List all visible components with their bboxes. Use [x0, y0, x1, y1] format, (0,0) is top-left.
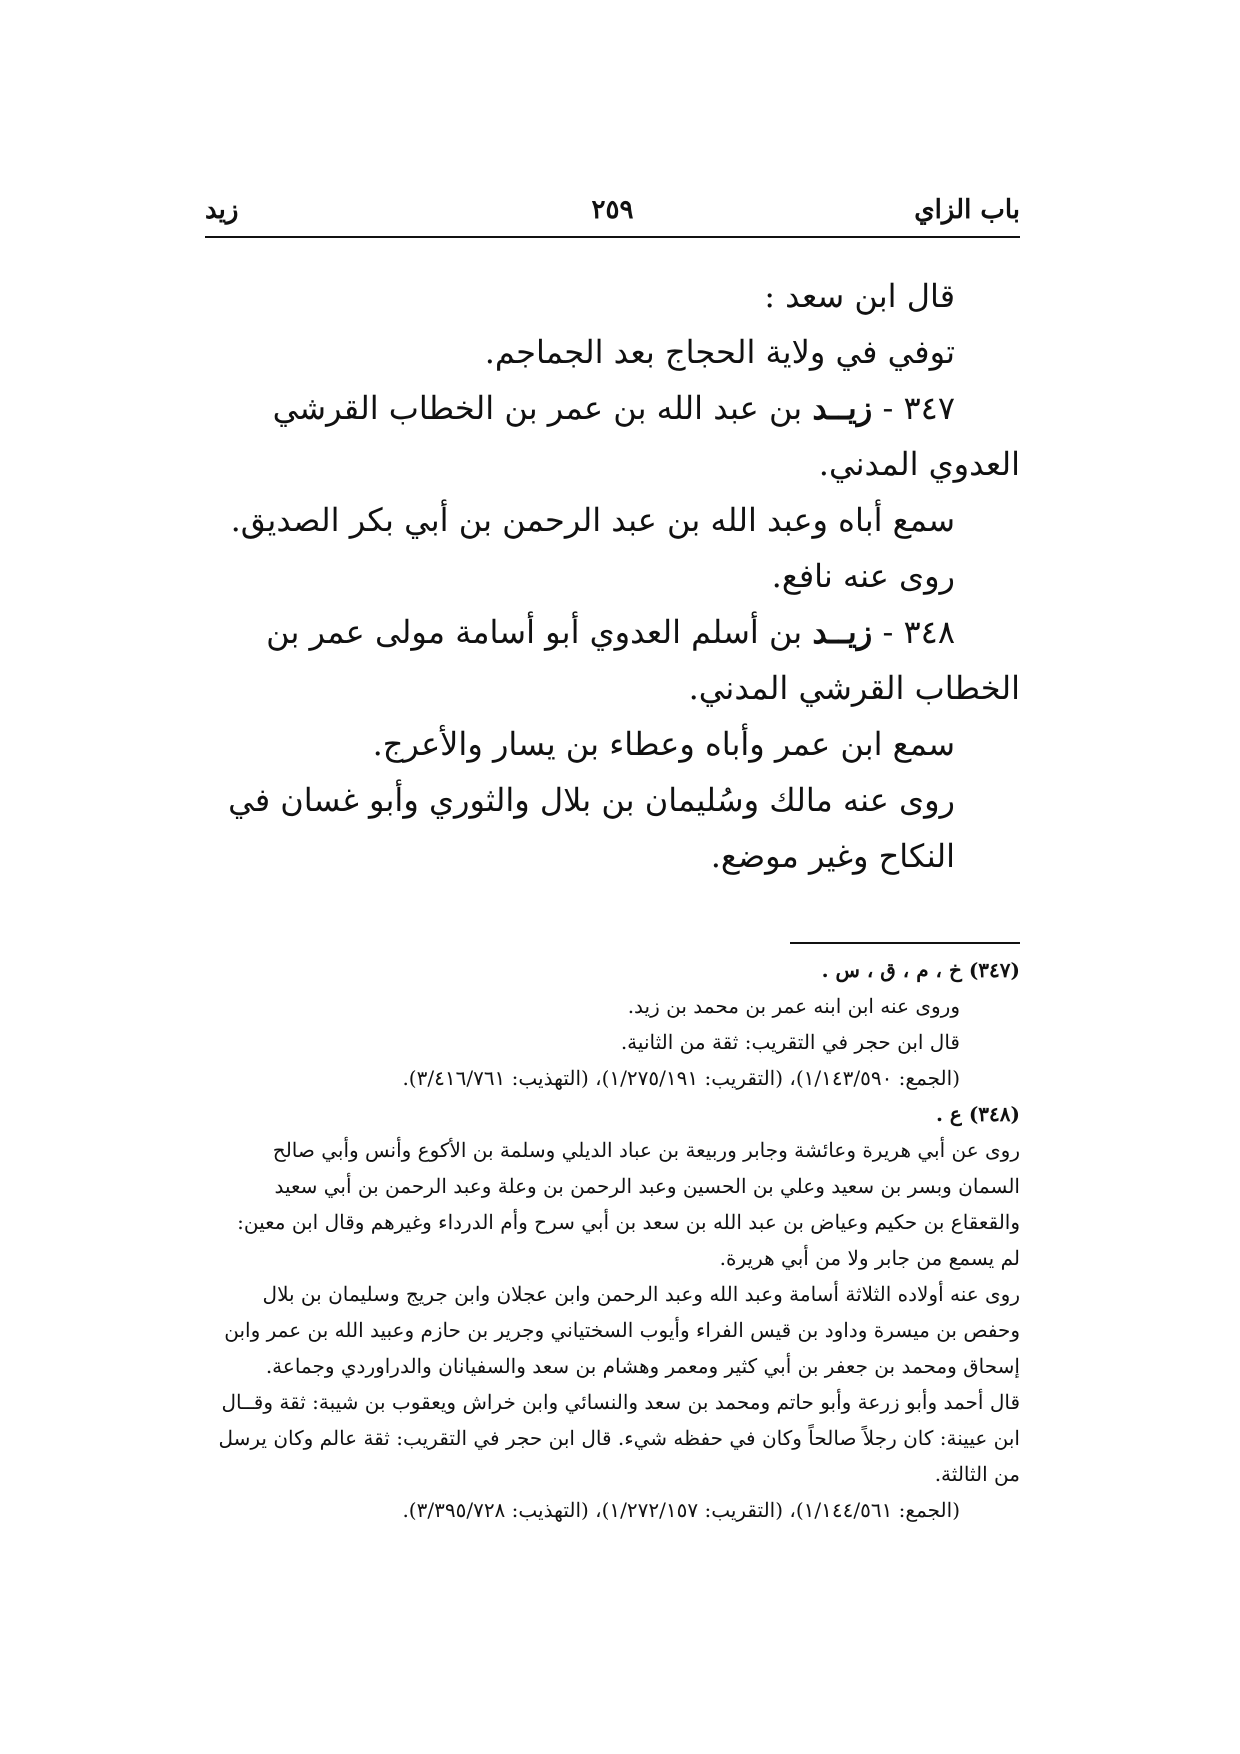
header-rule	[205, 236, 1020, 238]
main-text	[212, 268, 1020, 884]
chapter-title: باب الزاي	[914, 195, 1020, 225]
footnote-348-head: (٣٤٨) ع .	[936, 1102, 1020, 1126]
entry-347-narrators: روى عنه نافع.	[771, 557, 955, 595]
entry-347	[212, 380, 1020, 492]
footnote-rule	[790, 942, 1020, 944]
footnote-line: قال ابن حجر في التقريب: ثقة من الثانية.	[620, 1030, 960, 1054]
entry-name: زيــد	[812, 613, 873, 651]
entry-number: ٣٤٧ -	[882, 389, 955, 427]
footnote-paragraph: روى عنه أولاده الثلاثة أسامة وعبد الله وعبد الرحمن وابن عجلان وابن جريج وسليمان بن بلال وحفص بن ميسرة وداود بن قيس الفراء وأيوب السختياني وجرير بن حازم وعبيد الله بن عمر وابن إسحاق ومحمد بن جعفر بن أبي كثير ومعمر وهشام بن سعد والسفيانان والدراوردي وجماعة.	[224, 1282, 1020, 1378]
entry-348-heard: سمع ابن عمر وأباه وعطاء بن يسار والأعرج.	[372, 725, 955, 763]
entry-name: زيــد	[812, 389, 873, 427]
entry-lineage: بن أسلم العدوي أبو أسامة مولى عمر بن الخطاب القرشي المدني.	[266, 613, 1020, 707]
entry-348	[212, 604, 1020, 716]
page-number: ٢٥٩	[591, 195, 634, 225]
main-line: قال ابن سعد :	[764, 277, 955, 315]
footnote-paragraph: (الجمع: ١/١٤٤/٥٦١)، (التقريب: ١/٢٧٢/١٥٧)، (التهذيب: ٣/٣٩٥/٧٢٨).	[402, 1498, 960, 1522]
footnotes	[212, 952, 1020, 1528]
footnote-paragraph: روى عن أبي هريرة وعائشة وجابر وربيعة بن عباد الديلي وسلمة بن الأكوع وأنس وأبي صالح السمان وبسر بن سعيد وعلي بن الحسين وعبد الرحمن بن وعلة وعبد الرحمن بن أبي سعيد والقعقاع بن حكيم وعياض بن عبد الله بن سعد بن أبي سرح وأم الدرداء وغيرهم وقال ابن معين: لم يسمع من جابر ولا من أبي هريرة.	[237, 1138, 1020, 1270]
running-header	[205, 190, 1020, 230]
footnote-line: (الجمع: ١/١٤٣/٥٩٠)، (التقريب: ١/٢٧٥/١٩١)، (التهذيب: ٣/٤١٦/٧٦١).	[402, 1066, 960, 1090]
entry-lineage: بن عبد الله بن عمر بن الخطاب القرشي العدوي المدني.	[272, 389, 1020, 483]
footnote-line: وروى عنه ابن ابنه عمر بن محمد بن زيد.	[627, 994, 960, 1018]
footnote-347-head: (٣٤٧) خ ، م ، ق ، س .	[821, 958, 1020, 982]
main-line: توفي في ولاية الحجاج بعد الجماجم.	[484, 333, 955, 371]
entry-word: زيد	[205, 195, 239, 225]
entry-348-narrators: روى عنه مالك وسُليمان بن بلال والثوري وأبو غسان في النكاح وغير موضع.	[228, 781, 955, 875]
footnote-paragraph: قال أحمد وأبو زرعة وأبو حاتم ومحمد بن سعد والنسائي وابن خراش ويعقوب بن شيبة: ثقة وقــال ابن عيينة: كان رجلاً صالحاً وكان في حفظه شيء. قال ابن حجر في التقريب: ثقة عالم وكان يرسل من الثالثة.	[218, 1390, 1020, 1486]
entry-number: ٣٤٨ -	[882, 613, 955, 651]
entry-347-heard: سمع أباه وعبد الله بن عبد الرحمن بن أبي بكر الصديق.	[230, 501, 955, 539]
